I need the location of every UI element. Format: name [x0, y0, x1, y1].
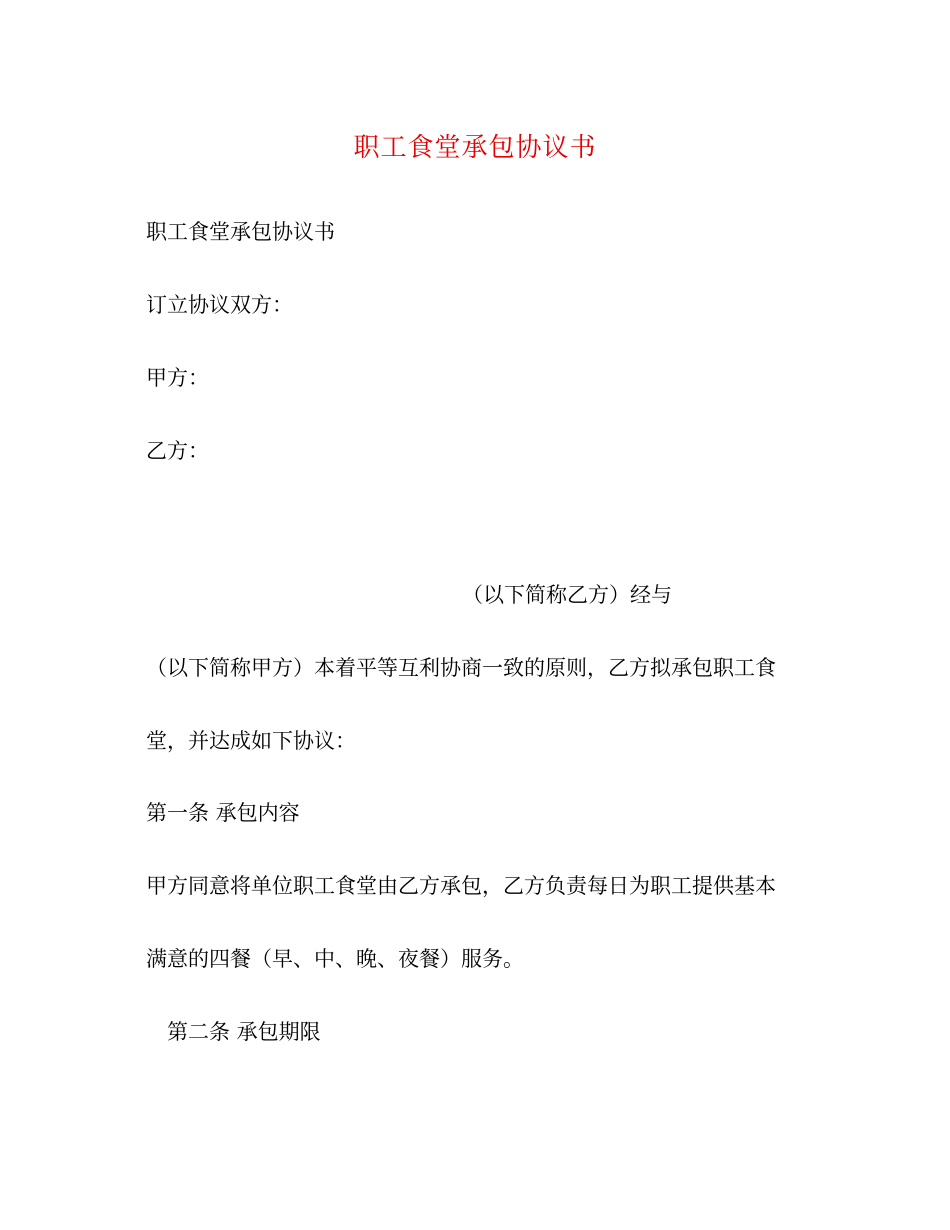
article-2-heading: 第二条 承包期限	[167, 1020, 321, 1044]
intro-line-2: （以下简称甲方）本着平等互利协商一致的原则，乙方拟承包职工食	[146, 656, 776, 680]
intro-line-1: （以下简称乙方）经与	[462, 583, 672, 607]
article-1-heading: 第一条 承包内容	[146, 801, 300, 825]
intro-line-3: 堂，并达成如下协议：	[146, 729, 356, 753]
subtitle-line: 职工食堂承包协议书	[146, 220, 335, 244]
parties-heading: 订立协议双方：	[146, 293, 293, 317]
party-a-line: 甲方：	[146, 366, 209, 390]
document-title: 职工食堂承包协议书	[353, 133, 597, 163]
article-1-line-2: 满意的四餐（早、中、晚、夜餐）服务。	[146, 947, 524, 971]
party-b-line: 乙方：	[146, 439, 209, 463]
article-1-line-1: 甲方同意将单位职工食堂由乙方承包，乙方负责每日为职工提供基本	[146, 874, 776, 898]
